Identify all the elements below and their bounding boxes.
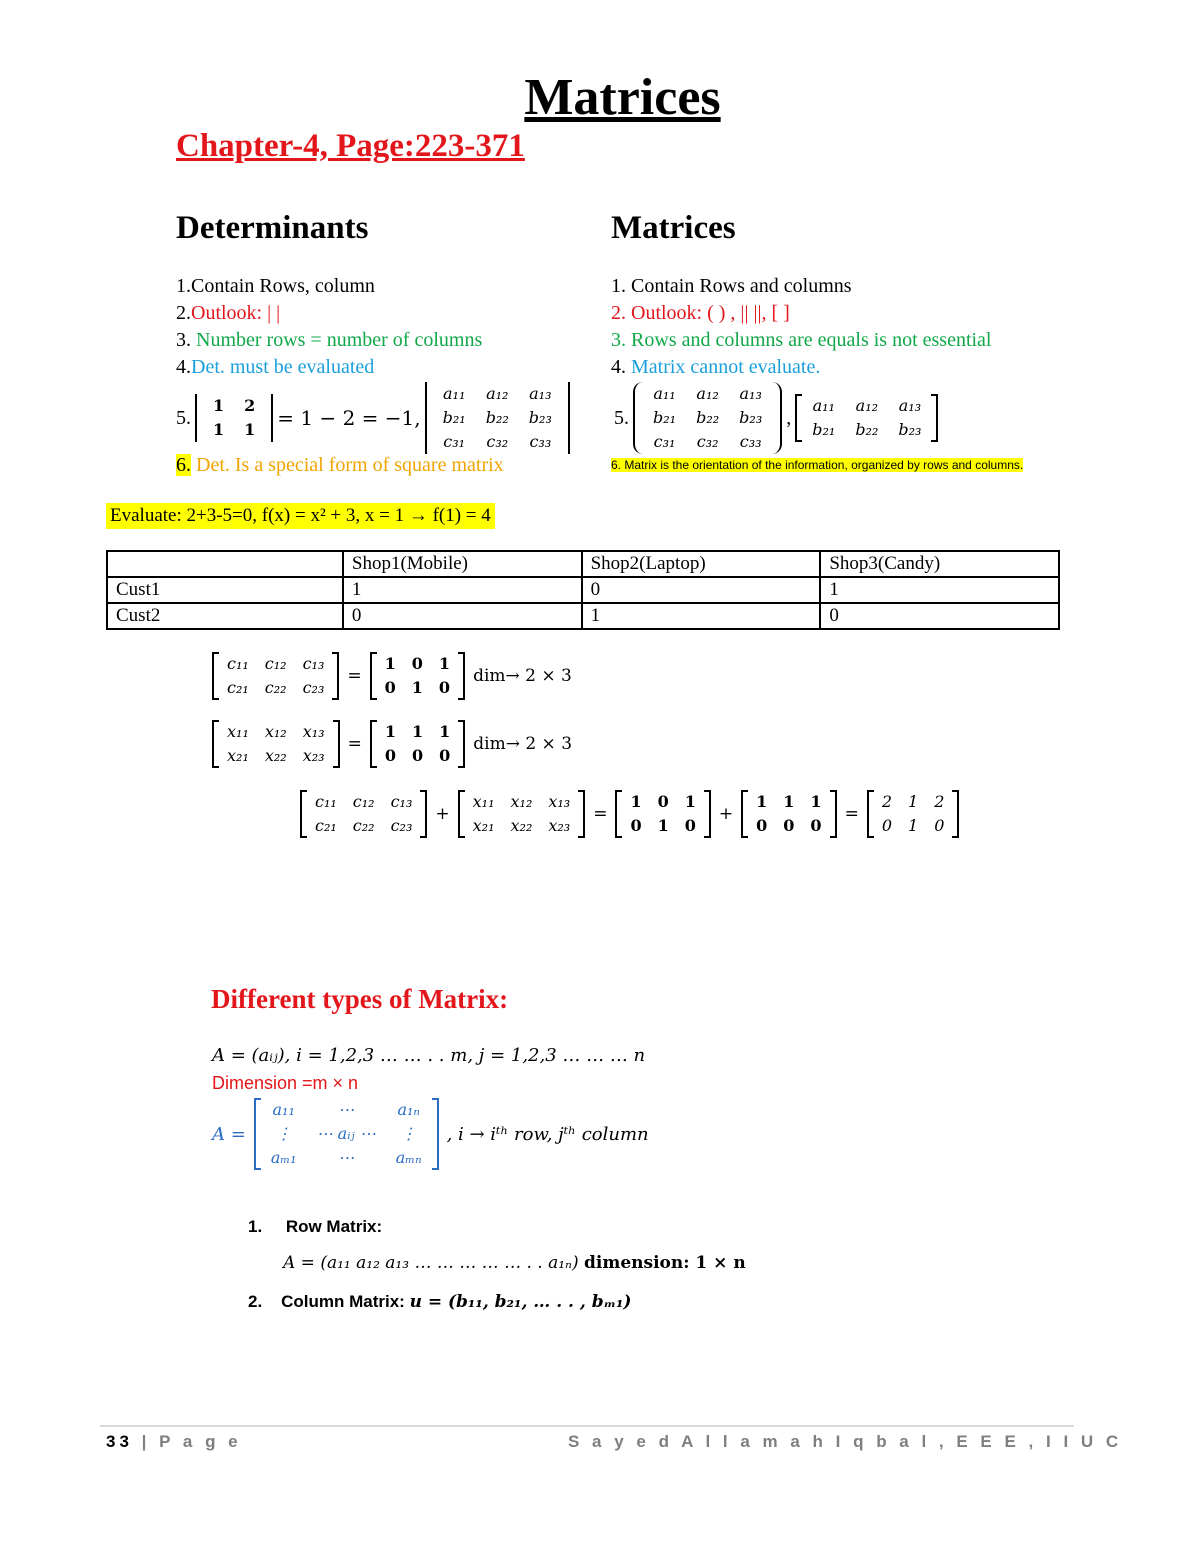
matrix-cell: a₁₃ [898,396,922,415]
matrix-cell: a₁₁ [812,396,835,415]
matrix-cell: a₁₃ [739,384,762,403]
matrix-cell: a₁ₙ [397,1100,420,1119]
matrix-cell: x₁₃ [302,722,325,741]
matrix-cell: 1 [213,420,225,439]
equation-x-matrix: x₁₁ x₁₂ x₁₃ x₂₁ x₂₂ x₂₃ = 1 1 1 0 0 0 dim→ 2 × 3 [212,720,572,768]
det-3x3-matrix [425,382,570,454]
table-header-row [107,551,1059,577]
table-cell [107,551,343,577]
matrix-cell: c₁₃ [302,654,325,673]
equation-c-matrix: c₁₁ c₁₂ c₁₃ c₂₁ c₂₂ c₂₃ = 1 0 1 0 1 0 dim→ 2 × 3 [212,652,572,700]
matrix-cell: 2 [934,792,945,811]
det-item-2: 2.Outlook: | | [176,302,281,324]
matrix-cell: 1 [630,792,642,811]
matrix-cell: 0 [657,792,669,811]
matrix-cell: a₁₂ [855,396,879,415]
matrix-cell: c₃₁ [443,432,466,451]
matrix-cell: x₂₁ [472,816,495,835]
matrix-cell: 0 [684,816,696,835]
matrix-cell: 1 [411,678,423,697]
table-cell: Cust2 [107,603,343,629]
matrix-cell: a₁₂ [696,384,719,403]
matrix-cell: ⋯ [338,1100,355,1119]
matrix-cell: 0 [384,678,396,697]
matrix-cell: c₁₁ [227,654,249,673]
table-cell: Shop3(Candy) [820,551,1059,577]
mat-item-4: 4. Matrix cannot evaluate. [611,356,821,378]
matrix-cell: 1 [439,722,451,741]
det-item-5: 5. 1 2 1 1 = 1 − 2 = −1, a₁₁ a₁₂ a₁₃ b₂₁ b₂₂ b₂₃ c₃₁ c₃₂ c₃₃ [176,382,570,454]
matrix-cell: aₘ₁ [270,1148,297,1167]
mat-item-5: 5. a₁₁ a₁₂ a₁₃ b₂₁ b₂₂ b₂₃ c₃₁ c₃₂ c₃₃ , a₁₁ a₁₂ a₁₃ b₂₁ b₂₂ b₂₃ [614,382,938,454]
matrices-heading: Matrices [611,210,736,246]
matrix-cell: x₂₁ [227,746,249,765]
matrix-cell: b₂₂ [696,408,720,427]
matrix-cell: ⋮ [400,1124,417,1143]
matrix-cell: c₂₃ [390,816,413,835]
mat-2x3-bracket-matrix [795,394,938,442]
matrix-cell: 1 [908,792,919,811]
types-heading: Different types of Matrix: [211,984,509,1014]
matrix-cell: ⋯ [338,1148,355,1167]
matrix-cell: b₂₁ [653,408,677,427]
row-matrix-equation: A = (a₁₁ a₁₂ a₁₃ … … … … … . . a₁ₙ) dimension: 1 × n [283,1253,746,1273]
table-cell: Shop1(Mobile) [343,551,582,577]
matrix-cell: a₁₁ [653,384,676,403]
matrix-cell: x₁₁ [472,792,495,811]
matrix-cell: c₂₂ [264,678,287,697]
matrix-cell: b₂₃ [898,420,922,439]
matrix-cell: 0 [630,816,642,835]
matrix-cell: 1 [244,420,256,439]
matrix-cell: ⋯ aᵢⱼ ⋯ [316,1124,376,1143]
matrix-cell: 1 [908,816,919,835]
matrix-cell: a₁₁ [272,1100,295,1119]
matrix-cell: c₂₂ [352,816,375,835]
matrix-cell: 0 [438,678,451,697]
det-2x2-matrix [195,394,273,442]
matrix-cell: 0 [783,816,795,835]
matrix-cell: x₁₃ [548,792,571,811]
matrix-cell: x₂₂ [510,816,533,835]
det-item-6: 6. Det. Is a special form of square matrix [176,454,504,476]
matrix-cell: x₂₂ [264,746,287,765]
matrix-cell: 1 [411,722,424,741]
matrix-cell: b₂₂ [855,420,879,439]
table-row [107,577,1059,603]
matrix-cell: 1 [684,792,696,811]
chapter-reference: Chapter-4, Page:223-371 [176,128,525,164]
matrix-cell: 0 [411,746,424,765]
mat-item-1: 1. Contain Rows and columns [611,275,852,297]
matrix-cell: 1 [756,792,768,811]
determinants-heading: Determinants [176,210,369,246]
mat-item-3: 3. Rows and columns are equals is not essential [611,329,992,351]
matrix-cell: 1 [384,654,396,673]
matrix-cell: c₂₃ [302,678,325,697]
matrix-cell: x₁₂ [264,722,287,741]
matrix-cell: 0 [934,816,945,835]
matrix-cell: c₁₃ [390,792,413,811]
matrix-cell: c₂₁ [315,816,337,835]
matrix-cell: 1 [213,396,225,415]
table-cell: 0 [582,577,821,603]
table-cell: 1 [820,577,1059,603]
matrix-cell: aₘₙ [395,1148,422,1167]
det-item-1: 1.Contain Rows, column [176,275,375,297]
row-matrix-label: 1. Row Matrix: [248,1217,383,1236]
matrix-cell: b₂₂ [485,408,509,427]
matrix-definition: A = (aᵢⱼ), i = 1,2,3 … … . . m, j = 1,2,3 … … … n [212,1045,646,1066]
matrix-cell: x₂₃ [302,746,325,765]
column-matrix-label: 2. Column Matrix: u = (b₁₁, b₂₁, … . . , bₘ₁) [248,1292,632,1312]
matrix-cell: c₃₁ [653,432,676,451]
page-title: Matrices [524,69,721,126]
equation-matrix-sum: c₁₁ c₁₂ c₁₃ c₂₁ c₂₂ c₂₃ + x₁₁ x₁₂ x₁₃ x₂₁ x₂₂ x₂₃ = 1 0 1 0 1 0 + 1 1 1 0 0 0 = 2 1 2 0 1 0 [300,790,959,838]
det-item-4: 4.Det. must be evaluated [176,356,375,378]
footer-author: S a y e d A l l a m a h I q b a l , E E E , I I U C [568,1432,1123,1451]
matrix-cell: 0 [411,654,423,673]
matrix-cell: c₃₂ [486,432,509,451]
mat-item-6: 6. Matrix is the orientation of the information, organized by rows and columns. [611,458,1024,472]
matrix-cell: b₂₃ [739,408,763,427]
table-cell: 0 [343,603,582,629]
mat-item-2: 2. Outlook: ( ) , || ||, [ ] [611,302,790,324]
table-cell: 1 [343,577,582,603]
matrix-cell: 1 [783,792,795,811]
matrix-cell: 0 [810,816,822,835]
footer-divider [100,1425,1074,1427]
matrix-cell: c₁₁ [315,792,337,811]
matrix-cell: a₁₃ [529,384,552,403]
matrix-cell: 1 [810,792,822,811]
matrix-cell: c₂₁ [227,678,249,697]
matrix-cell: b₂₁ [812,420,836,439]
matrix-cell: 2 [244,396,256,415]
table-cell: Shop2(Laptop) [582,551,821,577]
matrix-cell: 2 [881,792,892,811]
matrix-cell: c₃₃ [529,432,552,451]
matrix-cell: ⋮ [275,1124,292,1143]
matrix-cell: c₁₂ [352,792,375,811]
general-matrix: A = a₁₁ ⋯ a₁ₙ ⋮ ⋯ aᵢⱼ ⋯ ⋮ aₘ₁ ⋯ aₘₙ , i → iᵗʰ row, jᵗʰ column [212,1098,649,1170]
matrix-cell: 0 [439,746,451,765]
matrix-cell: c₁₂ [264,654,287,673]
matrix-cell: 0 [881,816,892,835]
table-row [107,603,1059,629]
matrix-cell: 0 [756,816,768,835]
matrix-cell: 0 [384,746,396,765]
matrix-cell: c₃₃ [739,432,762,451]
table-cell: 1 [582,603,821,629]
dimension-line: Dimension =m × n [212,1073,359,1093]
matrix-cell: b₂₁ [442,408,466,427]
shop-customer-table [106,550,1060,630]
footer-page: 33 | P a g e [106,1432,242,1451]
matrix-cell: a₁₁ [442,384,466,403]
det-item-3: 3. Number rows = number of columns [176,329,483,351]
matrix-cell: x₂₃ [548,816,571,835]
mat-3x3-paren-matrix [633,382,782,454]
matrix-cell: x₁₂ [510,792,533,811]
matrix-cell: x₁₁ [227,722,249,741]
evaluate-line: Evaluate: 2+3-5=0, f(x) = x² + 3, x = 1 → f(1) = 4 [106,503,495,529]
table-cell: 0 [820,603,1059,629]
matrix-cell: c₃₂ [696,432,719,451]
matrix-cell: b₂₃ [528,408,552,427]
table-cell: Cust1 [107,577,343,603]
matrix-cell: 1 [438,654,451,673]
matrix-cell: 1 [657,816,669,835]
matrix-cell: a₁₂ [486,384,509,403]
matrix-cell: 1 [384,722,396,741]
